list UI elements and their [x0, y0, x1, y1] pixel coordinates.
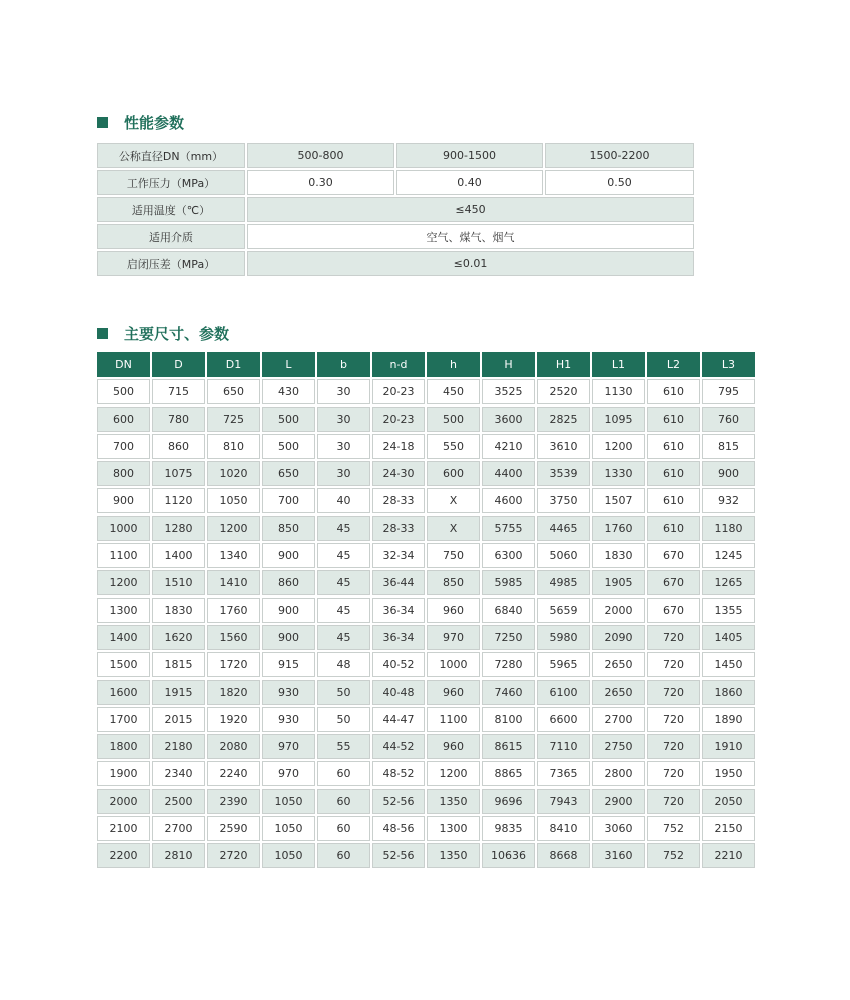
- table-cell: 8615: [482, 734, 535, 759]
- table-cell: 2100: [97, 816, 150, 841]
- table-cell: 2150: [702, 816, 755, 841]
- table-cell: 2500: [152, 789, 205, 814]
- table-cell: 6300: [482, 543, 535, 568]
- table-cell: 20-23: [372, 379, 425, 404]
- table-cell: 810: [207, 434, 260, 459]
- performance-row: [97, 170, 694, 195]
- table-cell: 60: [317, 789, 370, 814]
- table-cell: 2015: [152, 707, 205, 732]
- table-cell: 48: [317, 652, 370, 677]
- table-cell: 60: [317, 761, 370, 786]
- table-cell: 40-52: [372, 652, 425, 677]
- table-cell: 860: [152, 434, 205, 459]
- table-cell: 1050: [262, 843, 315, 868]
- table-cell: 3610: [537, 434, 590, 459]
- table-cell: 24-18: [372, 434, 425, 459]
- table-cell: 45: [317, 625, 370, 650]
- performance-table: [97, 143, 694, 278]
- dimensions-table: [97, 352, 757, 871]
- table-cell: 815: [702, 434, 755, 459]
- table-cell: 670: [647, 598, 700, 623]
- table-cell: 720: [647, 625, 700, 650]
- column-header: b: [317, 352, 370, 377]
- table-cell: 9835: [482, 816, 535, 841]
- table-cell: 1020: [207, 461, 260, 486]
- table-cell: 60: [317, 843, 370, 868]
- table-cell: 932: [702, 488, 755, 513]
- table-cell: 1265: [702, 570, 755, 595]
- table-cell: 1130: [592, 379, 645, 404]
- table-cell: 1760: [207, 598, 260, 623]
- table-row: [97, 516, 757, 541]
- table-cell: 500: [97, 379, 150, 404]
- column-header: L3: [702, 352, 755, 377]
- performance-row-label: 启闭压差（MPa）: [97, 251, 245, 276]
- table-cell: 36-44: [372, 570, 425, 595]
- table-cell: 720: [647, 707, 700, 732]
- table-cell: 1300: [97, 598, 150, 623]
- table-cell: 970: [262, 734, 315, 759]
- table-cell: 850: [262, 516, 315, 541]
- column-header: D: [152, 352, 205, 377]
- table-row: [97, 488, 757, 513]
- table-row: [97, 734, 757, 759]
- table-cell: 760: [702, 407, 755, 432]
- table-cell: 2700: [592, 707, 645, 732]
- table-cell: 48-56: [372, 816, 425, 841]
- table-cell: 24-30: [372, 461, 425, 486]
- column-header: D1: [207, 352, 260, 377]
- table-cell: 2000: [592, 598, 645, 623]
- performance-value-cell: 0.50: [545, 170, 694, 195]
- table-cell: 2200: [97, 843, 150, 868]
- table-row: [97, 625, 757, 650]
- table-cell: 600: [97, 407, 150, 432]
- table-cell: 1120: [152, 488, 205, 513]
- table-cell: 1450: [702, 652, 755, 677]
- performance-row: [97, 143, 694, 168]
- table-cell: 900: [262, 625, 315, 650]
- table-cell: 960: [427, 598, 480, 623]
- table-cell: 970: [262, 761, 315, 786]
- table-cell: 500: [427, 407, 480, 432]
- table-cell: 60: [317, 816, 370, 841]
- performance-row: [97, 197, 694, 222]
- table-cell: 715: [152, 379, 205, 404]
- table-cell: 1830: [592, 543, 645, 568]
- performance-value-cell: 900-1500: [396, 143, 543, 168]
- performance-row: [97, 251, 694, 276]
- table-cell: 670: [647, 570, 700, 595]
- performance-title-text: 性能参数: [124, 114, 185, 132]
- table-cell: 750: [427, 543, 480, 568]
- column-header: h: [427, 352, 480, 377]
- performance-row-label: 工作压力（MPa）: [97, 170, 245, 195]
- table-cell: 2210: [702, 843, 755, 868]
- table-cell: 2650: [592, 652, 645, 677]
- performance-row-label: 适用介质: [97, 224, 245, 249]
- table-cell: 1180: [702, 516, 755, 541]
- table-cell: 3600: [482, 407, 535, 432]
- table-cell: 10636: [482, 843, 535, 868]
- table-cell: 1000: [97, 516, 150, 541]
- table-cell: 610: [647, 461, 700, 486]
- table-cell: 1280: [152, 516, 205, 541]
- table-cell: 1050: [207, 488, 260, 513]
- table-cell: 7250: [482, 625, 535, 650]
- table-cell: 752: [647, 843, 700, 868]
- table-cell: 800: [97, 461, 150, 486]
- table-cell: 1600: [97, 680, 150, 705]
- table-row: [97, 570, 757, 595]
- table-cell: 5060: [537, 543, 590, 568]
- square-bullet-icon: [97, 328, 108, 339]
- table-cell: 2590: [207, 816, 260, 841]
- table-cell: 28-33: [372, 488, 425, 513]
- table-cell: 7110: [537, 734, 590, 759]
- table-cell: 30: [317, 407, 370, 432]
- column-header: n-d: [372, 352, 425, 377]
- performance-value-cell: 500-800: [247, 143, 394, 168]
- table-row: [97, 543, 757, 568]
- table-cell: 2390: [207, 789, 260, 814]
- table-cell: 650: [262, 461, 315, 486]
- table-cell: 720: [647, 761, 700, 786]
- table-cell: 1350: [427, 789, 480, 814]
- table-cell: 1760: [592, 516, 645, 541]
- performance-row: [97, 224, 694, 249]
- table-cell: 30: [317, 434, 370, 459]
- table-cell: 7280: [482, 652, 535, 677]
- table-cell: 1200: [207, 516, 260, 541]
- table-cell: 1400: [152, 543, 205, 568]
- table-cell: 1830: [152, 598, 205, 623]
- table-cell: X: [427, 516, 480, 541]
- table-cell: 48-52: [372, 761, 425, 786]
- table-cell: 2825: [537, 407, 590, 432]
- table-cell: 752: [647, 816, 700, 841]
- table-cell: 795: [702, 379, 755, 404]
- table-cell: 700: [262, 488, 315, 513]
- table-cell: 650: [207, 379, 260, 404]
- table-cell: 1950: [702, 761, 755, 786]
- table-cell: 3525: [482, 379, 535, 404]
- table-cell: 550: [427, 434, 480, 459]
- table-cell: 1920: [207, 707, 260, 732]
- table-cell: 1350: [427, 843, 480, 868]
- table-cell: 1915: [152, 680, 205, 705]
- table-cell: 780: [152, 407, 205, 432]
- table-cell: 2180: [152, 734, 205, 759]
- table-cell: 45: [317, 543, 370, 568]
- table-cell: 2810: [152, 843, 205, 868]
- table-cell: 450: [427, 379, 480, 404]
- table-cell: 970: [427, 625, 480, 650]
- table-cell: 8410: [537, 816, 590, 841]
- table-cell: 1560: [207, 625, 260, 650]
- table-row: [97, 789, 757, 814]
- table-row: [97, 379, 757, 404]
- table-cell: 8865: [482, 761, 535, 786]
- table-cell: 670: [647, 543, 700, 568]
- table-cell: 720: [647, 734, 700, 759]
- table-cell: 32-34: [372, 543, 425, 568]
- table-cell: X: [427, 488, 480, 513]
- table-cell: 6840: [482, 598, 535, 623]
- table-cell: 1245: [702, 543, 755, 568]
- table-cell: 1800: [97, 734, 150, 759]
- table-row: [97, 434, 757, 459]
- table-cell: 55: [317, 734, 370, 759]
- table-cell: 4600: [482, 488, 535, 513]
- table-cell: 500: [262, 407, 315, 432]
- table-cell: 860: [262, 570, 315, 595]
- table-cell: 20-23: [372, 407, 425, 432]
- table-row: [97, 652, 757, 677]
- table-cell: 3060: [592, 816, 645, 841]
- performance-row-label: 适用温度（℃）: [97, 197, 245, 222]
- table-cell: 8668: [537, 843, 590, 868]
- table-cell: 1405: [702, 625, 755, 650]
- table-cell: 1340: [207, 543, 260, 568]
- table-cell: 1300: [427, 816, 480, 841]
- table-cell: 8100: [482, 707, 535, 732]
- table-row: [97, 843, 757, 868]
- table-cell: 2080: [207, 734, 260, 759]
- table-cell: 500: [262, 434, 315, 459]
- table-cell: 1100: [97, 543, 150, 568]
- performance-value-cell: ≤450: [247, 197, 694, 222]
- table-cell: 44-47: [372, 707, 425, 732]
- table-cell: 2520: [537, 379, 590, 404]
- table-cell: 1410: [207, 570, 260, 595]
- table-cell: 1700: [97, 707, 150, 732]
- table-cell: 1815: [152, 652, 205, 677]
- table-cell: 900: [262, 598, 315, 623]
- table-cell: 2650: [592, 680, 645, 705]
- table-cell: 4210: [482, 434, 535, 459]
- column-header: L: [262, 352, 315, 377]
- table-cell: 430: [262, 379, 315, 404]
- table-cell: 3539: [537, 461, 590, 486]
- table-cell: 40-48: [372, 680, 425, 705]
- performance-row-label: 公称直径DN（mm）: [97, 143, 245, 168]
- table-cell: 50: [317, 680, 370, 705]
- column-header: L1: [592, 352, 645, 377]
- table-cell: 1100: [427, 707, 480, 732]
- table-cell: 28-33: [372, 516, 425, 541]
- table-cell: 30: [317, 461, 370, 486]
- table-cell: 4400: [482, 461, 535, 486]
- table-cell: 725: [207, 407, 260, 432]
- table-cell: 2240: [207, 761, 260, 786]
- table-cell: 2340: [152, 761, 205, 786]
- table-cell: 50: [317, 707, 370, 732]
- table-cell: 1200: [427, 761, 480, 786]
- table-cell: 1355: [702, 598, 755, 623]
- table-cell: 1507: [592, 488, 645, 513]
- table-cell: 1900: [97, 761, 150, 786]
- dimensions-title-text: 主要尺寸、参数: [124, 325, 230, 343]
- table-cell: 40: [317, 488, 370, 513]
- table-cell: 5965: [537, 652, 590, 677]
- table-cell: 1500: [97, 652, 150, 677]
- table-cell: 2000: [97, 789, 150, 814]
- table-cell: 7943: [537, 789, 590, 814]
- table-row: [97, 461, 757, 486]
- table-cell: 1200: [97, 570, 150, 595]
- table-cell: 52-56: [372, 789, 425, 814]
- table-cell: 45: [317, 570, 370, 595]
- table-row: [97, 598, 757, 623]
- table-cell: 850: [427, 570, 480, 595]
- table-cell: 1890: [702, 707, 755, 732]
- table-cell: 6600: [537, 707, 590, 732]
- table-cell: 900: [262, 543, 315, 568]
- table-row: [97, 407, 757, 432]
- table-cell: 900: [97, 488, 150, 513]
- table-cell: 610: [647, 488, 700, 513]
- table-cell: 1075: [152, 461, 205, 486]
- table-cell: 36-34: [372, 625, 425, 650]
- table-cell: 4985: [537, 570, 590, 595]
- performance-value-cell: ≤0.01: [247, 251, 694, 276]
- table-cell: 3160: [592, 843, 645, 868]
- performance-value-cell: 0.30: [247, 170, 394, 195]
- table-cell: 30: [317, 379, 370, 404]
- table-row: [97, 761, 757, 786]
- table-cell: 1860: [702, 680, 755, 705]
- table-cell: 720: [647, 652, 700, 677]
- table-cell: 915: [262, 652, 315, 677]
- table-cell: 2700: [152, 816, 205, 841]
- square-bullet-icon: [97, 117, 108, 128]
- table-cell: 610: [647, 407, 700, 432]
- table-cell: 1905: [592, 570, 645, 595]
- table-cell: 45: [317, 598, 370, 623]
- performance-value-cell: 空气、煤气、烟气: [247, 224, 694, 249]
- table-cell: 1910: [702, 734, 755, 759]
- column-header: H: [482, 352, 535, 377]
- performance-value-cell: 1500-2200: [545, 143, 694, 168]
- table-cell: 7365: [537, 761, 590, 786]
- performance-value-cell: 0.40: [396, 170, 543, 195]
- table-cell: 4465: [537, 516, 590, 541]
- table-cell: 610: [647, 379, 700, 404]
- table-cell: 45: [317, 516, 370, 541]
- table-cell: 1330: [592, 461, 645, 486]
- table-cell: 610: [647, 516, 700, 541]
- column-header: H1: [537, 352, 590, 377]
- table-cell: 1510: [152, 570, 205, 595]
- table-cell: 5659: [537, 598, 590, 623]
- table-cell: 6100: [537, 680, 590, 705]
- table-cell: 600: [427, 461, 480, 486]
- table-cell: 2090: [592, 625, 645, 650]
- column-header: DN: [97, 352, 150, 377]
- table-cell: 960: [427, 680, 480, 705]
- table-cell: 5755: [482, 516, 535, 541]
- table-cell: 9696: [482, 789, 535, 814]
- table-cell: 1400: [97, 625, 150, 650]
- table-cell: 7460: [482, 680, 535, 705]
- table-cell: 44-52: [372, 734, 425, 759]
- table-cell: 52-56: [372, 843, 425, 868]
- table-cell: 720: [647, 680, 700, 705]
- table-cell: 2720: [207, 843, 260, 868]
- table-cell: 1200: [592, 434, 645, 459]
- table-cell: 960: [427, 734, 480, 759]
- table-cell: 36-34: [372, 598, 425, 623]
- table-row: [97, 816, 757, 841]
- table-cell: 2900: [592, 789, 645, 814]
- table-cell: 1720: [207, 652, 260, 677]
- table-cell: 930: [262, 707, 315, 732]
- table-cell: 930: [262, 680, 315, 705]
- table-cell: 5985: [482, 570, 535, 595]
- table-cell: 1000: [427, 652, 480, 677]
- dimensions-section-title: [97, 323, 229, 344]
- table-cell: 1050: [262, 816, 315, 841]
- table-cell: 1820: [207, 680, 260, 705]
- dimensions-header-row: [97, 352, 757, 377]
- table-cell: 5980: [537, 625, 590, 650]
- table-cell: 2750: [592, 734, 645, 759]
- table-cell: 2800: [592, 761, 645, 786]
- table-cell: 900: [702, 461, 755, 486]
- table-cell: 1050: [262, 789, 315, 814]
- table-cell: 3750: [537, 488, 590, 513]
- table-cell: 720: [647, 789, 700, 814]
- table-cell: 1095: [592, 407, 645, 432]
- table-cell: 700: [97, 434, 150, 459]
- table-cell: 2050: [702, 789, 755, 814]
- table-cell: 610: [647, 434, 700, 459]
- performance-section-title: [97, 112, 184, 133]
- column-header: L2: [647, 352, 700, 377]
- table-cell: 1620: [152, 625, 205, 650]
- table-row: [97, 680, 757, 705]
- table-row: [97, 707, 757, 732]
